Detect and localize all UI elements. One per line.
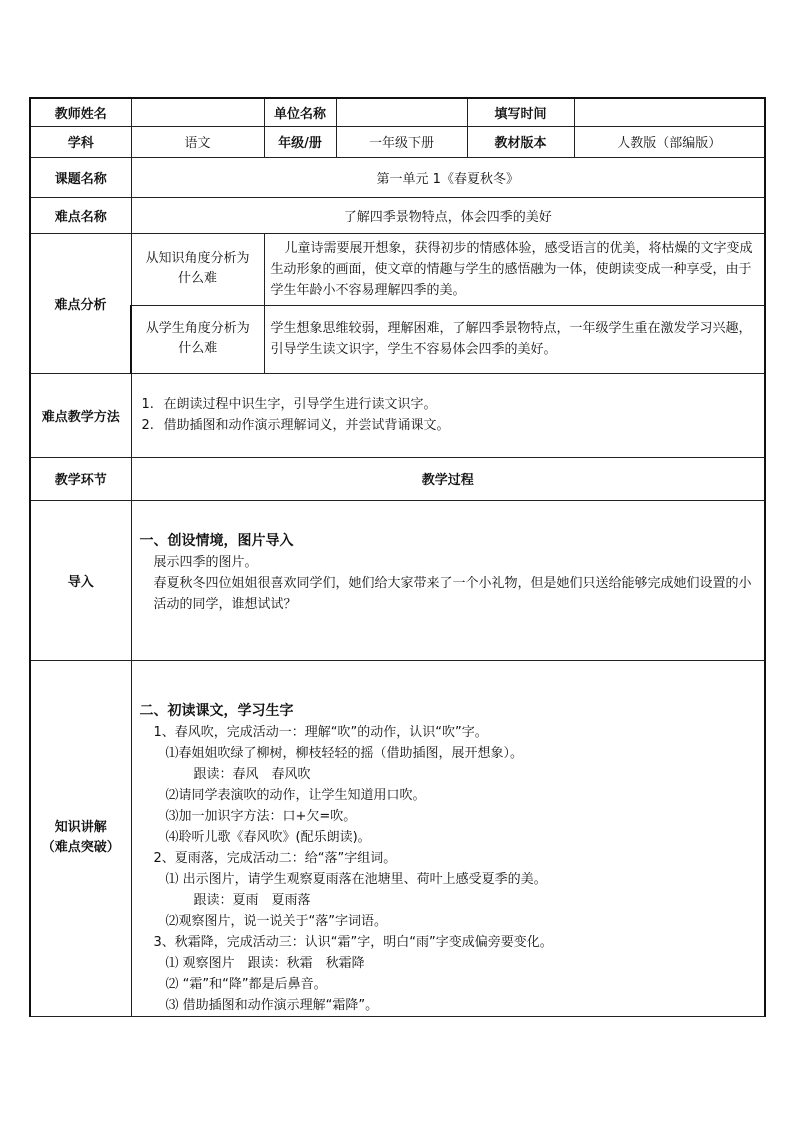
lesson-plan-table [29,97,766,1017]
intro-content [131,500,765,660]
fill-time-value[interactable] [574,98,765,126]
subject-row [30,126,765,157]
knowledge-line: ⑴ 观察图片 跟读：秋霜 秋霜降 [165,955,365,971]
difficulty-label: 难点名称 [30,197,131,233]
knowledge-line: 跟读：春风 春风吹 [193,766,311,782]
subject-label: 学科 [30,126,131,157]
intro-row [30,500,765,660]
knowledge-row [30,660,765,1016]
knowledge-line: ⑴ 出示图片，请学生观察夏雨落在池塘里、荷叶上感受夏季的美。 [165,871,547,887]
grade-label: 年级/册 [264,126,336,157]
intro-line: 展示四季的图片。 [153,554,258,570]
knowledge-heading: 二、初读课文，学习生字 [139,702,294,719]
grade-value: 一年级下册 [336,126,467,157]
edition-label: 教材版本 [467,126,574,157]
methods-label: 难点教学方法 [30,373,131,457]
intro-label: 导入 [30,500,131,660]
fill-time-label: 填写时间 [467,98,574,126]
method-item: 2. 借助插图和动作演示理解词义，并尝试背诵课文。 [141,418,450,433]
knowledge-line: 2、夏雨落，完成活动二：给“落”字组词。 [153,850,397,866]
knowledge-line: ⑵请同学表演吹的动作，让学生知道用口吹。 [165,787,426,803]
subject-value: 语文 [131,126,264,157]
lesson-value: 第一单元 1《春夏秋冬》 [131,157,765,197]
knowledge-line: ⑶ 借助插图和动作演示理解“霜降”。 [165,997,379,1013]
unit-name-value[interactable] [336,98,467,126]
analysis-label: 难点分析 [30,233,131,373]
methods-list [131,373,765,457]
teaching-process-label: 教学过程 [131,457,765,500]
knowledge-line: ⑶加一加识字方法：口+欠=吹。 [165,808,357,824]
header-row [30,98,765,126]
unit-name-label: 单位名称 [264,98,336,126]
difficulty-value: 了解四季景物特点，体会四季的美好 [131,197,765,233]
knowledge-label: 知识讲解 （难点突破） [30,660,131,1016]
intro-heading: 一、创设情境，图片导入 [139,532,294,549]
teacher-name-label: 教师姓名 [30,98,131,126]
knowledge-angle-text: 儿童诗需要展开想象，获得初步的情感体验，感受语言的优美，将枯燥的文字变成生动形象的画面，使文章的情趣与学生的感悟融为一体，使朗读变成一种享受，由于学生年龄小不容易理解四季的美。 [264,233,765,305]
methods-row [30,373,765,457]
teacher-name-value[interactable] [131,98,264,126]
knowledge-line: 1、春风吹，完成活动一：理解“吹”的动作，认识“吹”字。 [153,724,488,740]
intro-paragraph: 春夏秋冬四位姐姐很喜欢同学们，她们给大家带来了一个小礼物，但是她们只送给能够完成她们设置的小活动的同学，谁想试试？ [153,575,752,612]
method-item: 1. 在朗读过程中识生字，引导学生进行读文识字。 [141,397,437,412]
knowledge-line: 3、秋霜降，完成活动三：认识“霜”字，明白“雨”字变成偏旁要变化。 [153,934,553,950]
process-header-row [30,457,765,500]
student-angle-label: 从学生角度分析为什么难 [131,305,264,373]
lesson-row [30,157,765,197]
knowledge-line: ⑵观察图片，说一说关于“落”字词语。 [165,913,387,929]
edition-value: 人教版（部编版） [574,126,765,157]
knowledge-content [131,660,765,1016]
teaching-stage-label: 教学环节 [30,457,131,500]
knowledge-line: 跟读：夏雨 夏雨落 [193,892,311,908]
knowledge-line: ⑴春姐姐吹绿了柳树，柳枝轻轻的摇（借助插图，展开想象）。 [165,745,524,761]
student-angle-text: 学生想象思维较弱，理解困难，了解四季景物特点，一年级学生重在激发学习兴趣，引导学生读文识字，学生不容易体会四季的美好。 [264,305,765,373]
knowledge-line: ⑵ “霜”和“降”都是后鼻音。 [165,976,327,992]
analysis-student-row [30,305,765,373]
lesson-label: 课题名称 [30,157,131,197]
analysis-knowledge-row [30,233,765,305]
difficulty-row [30,197,765,233]
knowledge-angle-label: 从知识角度分析为什么难 [131,233,264,305]
knowledge-line: ⑷聆听儿歌《春风吹》(配乐朗读)。 [165,829,371,845]
